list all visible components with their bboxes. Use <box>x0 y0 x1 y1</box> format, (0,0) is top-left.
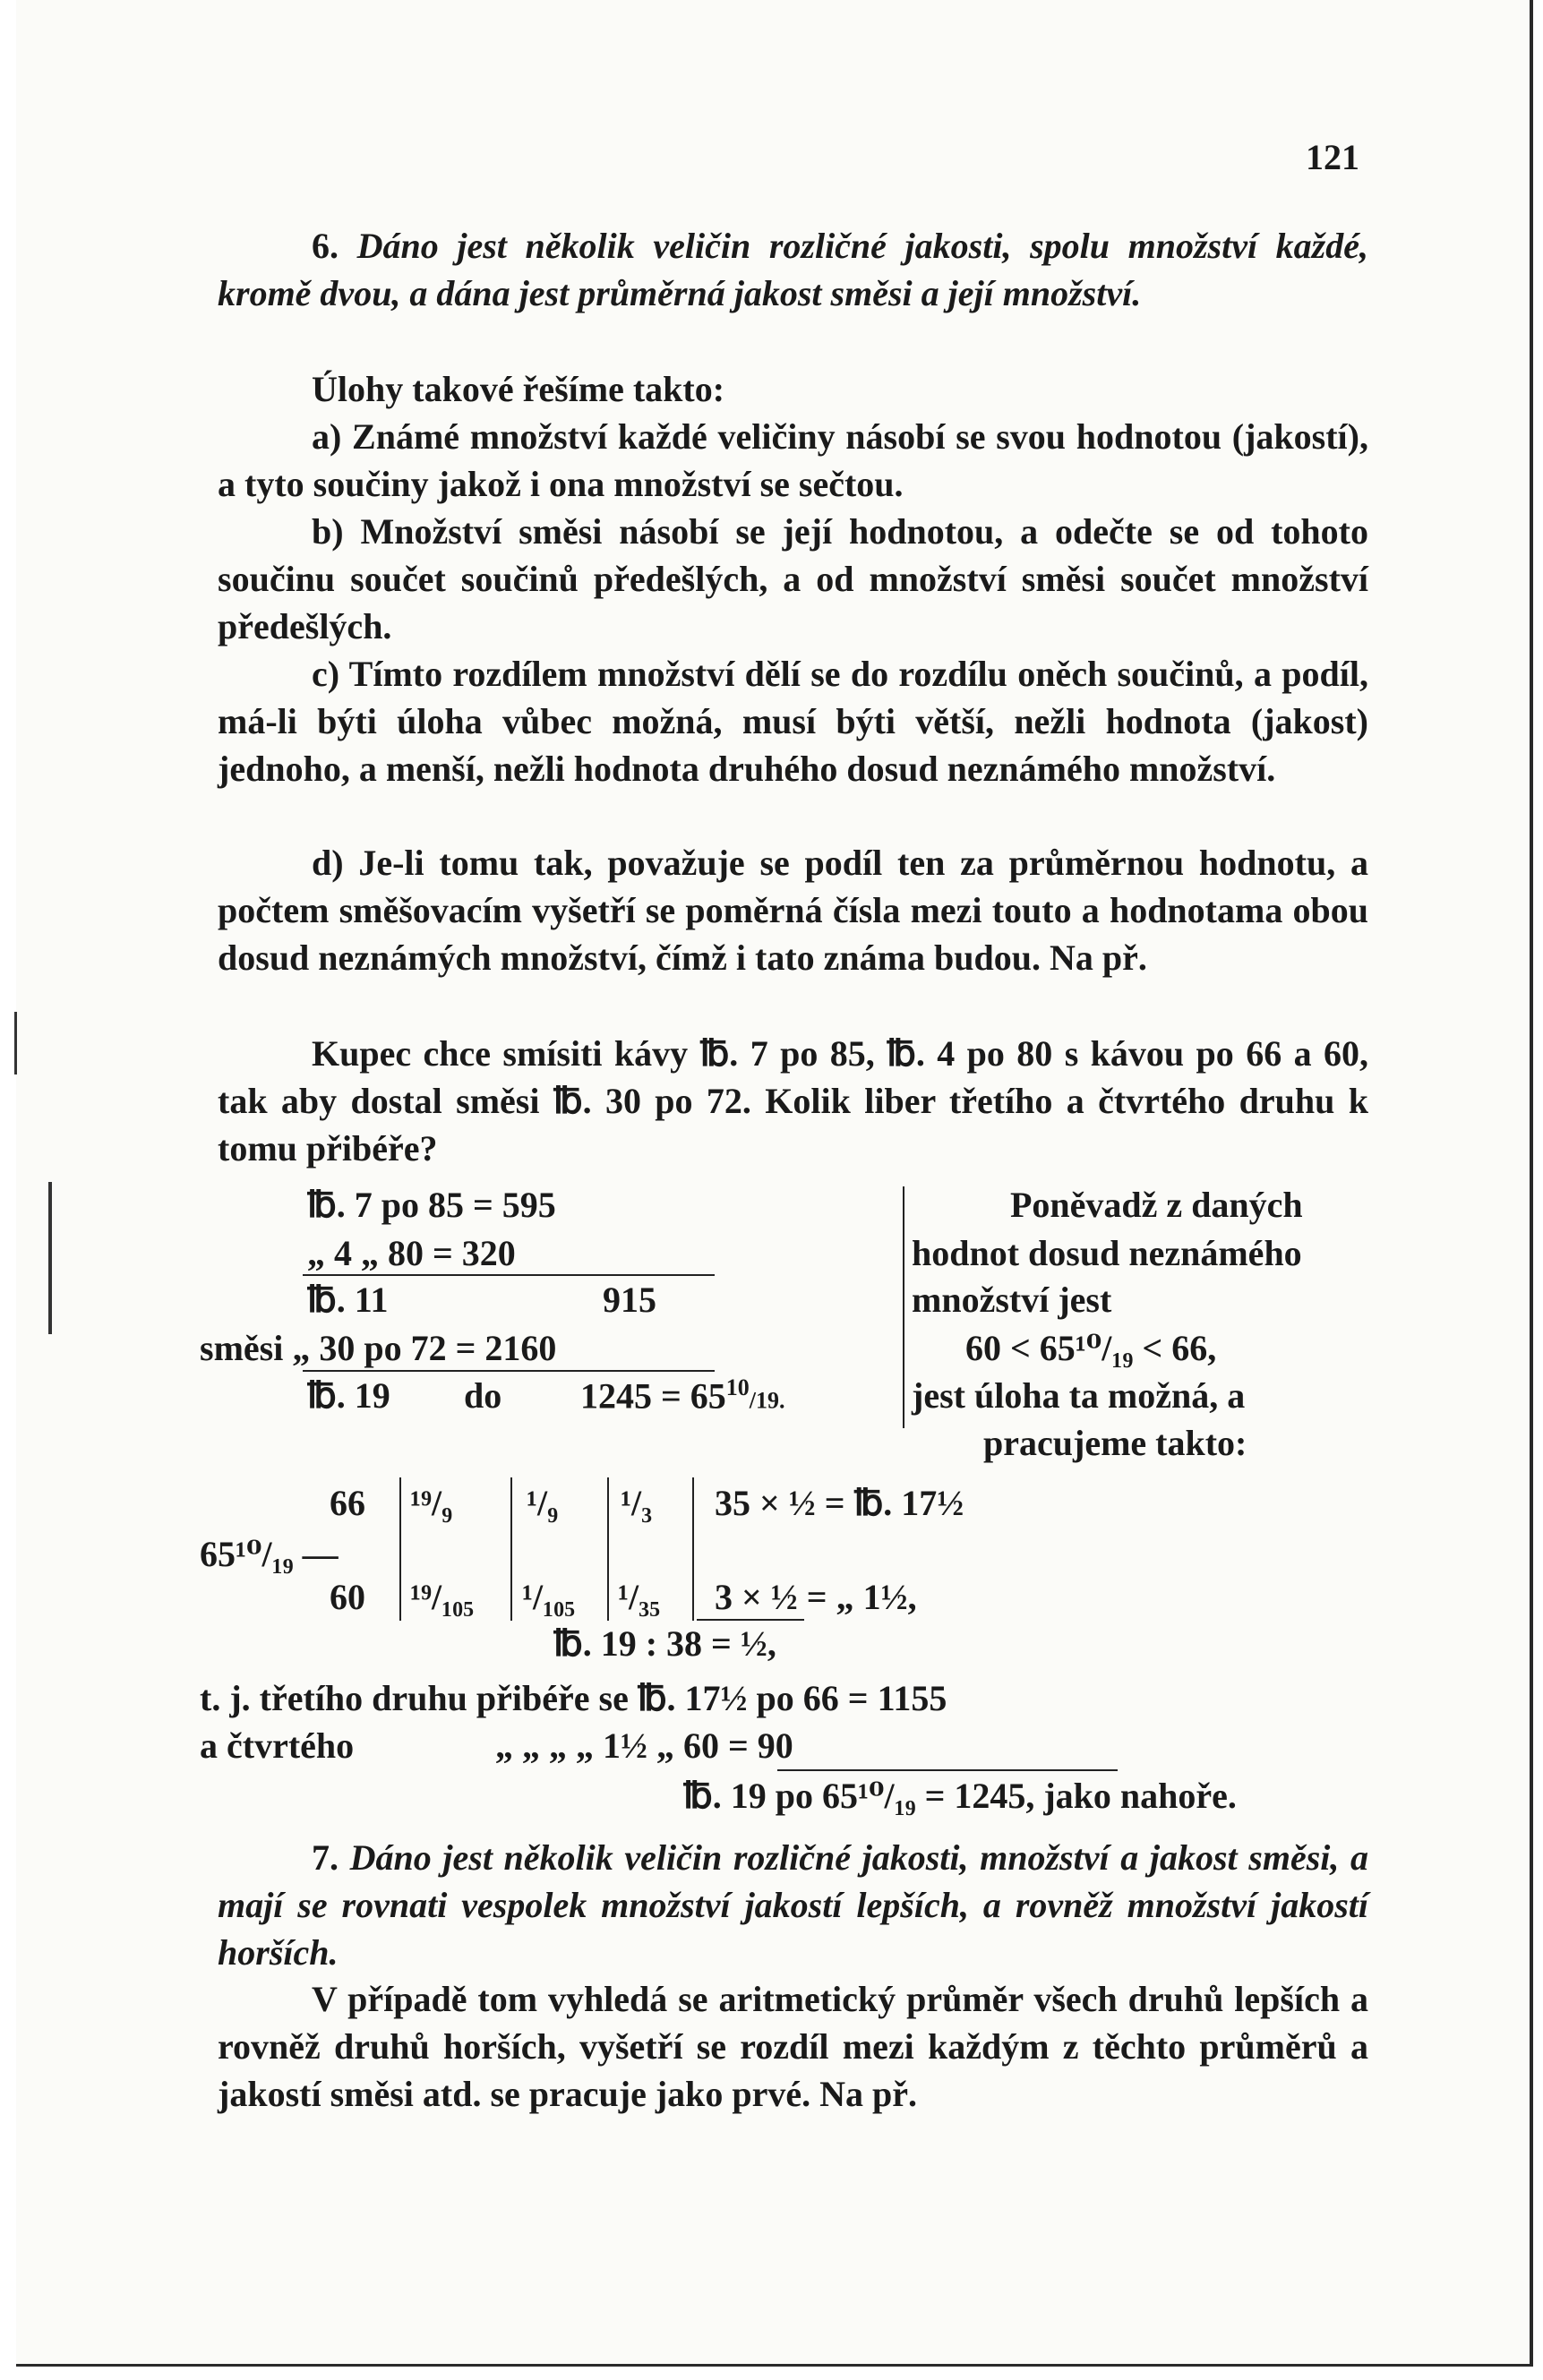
calc-row-5-sup: 10 <box>725 1374 750 1400</box>
result-row-1: t. j. třetího druhu přibéře se ℔. 17½ po 66 = 1155 <box>200 1678 947 1718</box>
example-problem: Kupec chce smísiti kávy ℔. 7 po 85, ℔. 4 po 80 s kávou po 66 a 60, tak aby dostal směsi ℔. 30 po 72. Kolik liber třetího a čtvrtého druhu k tomu přibéře? <box>218 1033 1368 1169</box>
step-d: d) Je-li tomu tak, považuje se podíl ten za průměrnou hodnotu, a počtem směšovacím vyšetří se poměrná čísla mezi touto a hodnotama obou dosud neznámých množství, čímž i tato známa budou. Na př. <box>218 843 1368 978</box>
mix-col2-bottom: ¹/₁₀₅ <box>522 1577 576 1617</box>
mix-result-bottom: 3 × ½ = „ 1½, <box>715 1577 917 1617</box>
calc-row-5-sub: /19. <box>749 1387 785 1414</box>
side-note-divider <box>903 1186 904 1428</box>
side-note-line-2: hodnot dosud neznámého <box>912 1233 1302 1273</box>
scan-edge-mark <box>14 1012 17 1074</box>
calc-row-2: „ 4 „ 80 = 320 <box>307 1233 516 1273</box>
side-note-line-6: pracujeme takto: <box>983 1423 1247 1463</box>
mix-col3-bottom: ¹/₃₅ <box>618 1577 661 1617</box>
side-note-line-4: 60 < 65¹⁰/₁₉ < 66, <box>965 1328 1217 1368</box>
calc-row-5-value <box>580 1374 785 1417</box>
rule-7-text: Dáno jest několik veličin rozličné jakosti, množství a jakost směsi, a mají se rovnati vespolek množství jakostí lepších, a rovněž množství jakostí horších. <box>218 1837 1368 1973</box>
final-paragraph: V případě tom vyhledá se aritmetický průměr všech druhů lepších a rovněž druhů horších, vyšetří se rozdíl mezi každým z těchto průměrů a jakostí směsi atd. se pracuje jako prvé. Na př. <box>218 1979 1368 2114</box>
result-row-2-values: „ „ „ „ 1½ „ 60 = 90 <box>495 1725 793 1766</box>
step-a: a) Známé množství každé veličiny násobí se svou hodnotou (jakostí), a tyto součiny jakož i ona množství se sečtou. <box>218 416 1368 504</box>
result-row-3: ℔. 19 po 65¹⁰/₁₉ = 1245, jako nahoře. <box>683 1776 1237 1816</box>
rule-7-number: 7. <box>312 1837 339 1878</box>
calc-rule-1 <box>303 1274 715 1276</box>
rule-6-text: Dáno jest několik veličin rozličné jakosti, spolu množství každé, kromě dvou, a dána jest průměrná jakost směsi a její množství. <box>218 226 1369 313</box>
step-c: c) Tímto rozdílem množství dělí se do rozdílu oněch součinů, a podíl, má-li býti úloha vůbec možná, musí býti větší, nežli hodnota (jakost) jednoho, a menší, nežli hodnota druhého dosud neznámého množství. <box>218 654 1368 789</box>
calc-row-5-number: 1245 = 65 <box>580 1375 726 1417</box>
rule-6 <box>218 222 1368 317</box>
calc-row-4: směsi „ 30 po 72 = 2160 <box>200 1328 557 1368</box>
book-page <box>16 0 1533 2367</box>
mix-col2-top: ¹/₉ <box>527 1483 559 1523</box>
mix-divider-2 <box>510 1477 512 1621</box>
calc-row-5-label: ℔. 19 <box>307 1375 390 1416</box>
rule-6-number: 6. <box>312 226 339 266</box>
result-row-2-label: a čtvrtého <box>200 1725 355 1766</box>
mix-divider-1 <box>399 1477 401 1621</box>
mix-top-value: 66 <box>330 1483 365 1523</box>
side-note-line-1: Poněvadž z daných <box>1010 1185 1303 1225</box>
step-b: b) Množství směsi násobí se její hodnotou, a odečte se od tohoto součinu součet součinů předešlých, a od množství směsi součet množství předešlých. <box>218 511 1368 646</box>
calc-rule-2 <box>303 1370 715 1372</box>
calc-row-3-label: ℔. 11 <box>307 1280 389 1320</box>
calc-row-3-value: 915 <box>603 1280 656 1320</box>
mix-total-rule <box>697 1619 804 1621</box>
mix-average: 65¹⁰/₁₉ — <box>200 1534 339 1574</box>
mix-bottom-value: 60 <box>330 1577 365 1617</box>
mix-divider-4 <box>692 1477 694 1621</box>
side-note-line-3: množství jest <box>912 1280 1112 1320</box>
calc-row-1: ℔. 7 po 85 = 595 <box>307 1185 556 1225</box>
page-number: 121 <box>1306 137 1359 177</box>
mix-result-top: 35 × ½ = ℔. 17½ <box>715 1483 964 1523</box>
mix-col1-bottom: ¹⁹/₁₀₅ <box>410 1577 475 1617</box>
scan-edge-mark <box>48 1182 52 1334</box>
mix-divider-3 <box>607 1477 609 1621</box>
rule-7 <box>218 1834 1368 1976</box>
intro-text: Úlohy takové řešíme takto: <box>312 369 725 409</box>
mix-col1-top: ¹⁹/₉ <box>410 1483 453 1523</box>
side-note-line-5: jest úloha ta možná, a <box>912 1375 1246 1416</box>
mix-col3-top: ¹/₃ <box>621 1483 653 1523</box>
result-rule <box>777 1769 1118 1771</box>
mix-total: ℔. 19 : 38 = ½, <box>553 1623 776 1664</box>
calc-row-5-do: do <box>464 1375 502 1416</box>
